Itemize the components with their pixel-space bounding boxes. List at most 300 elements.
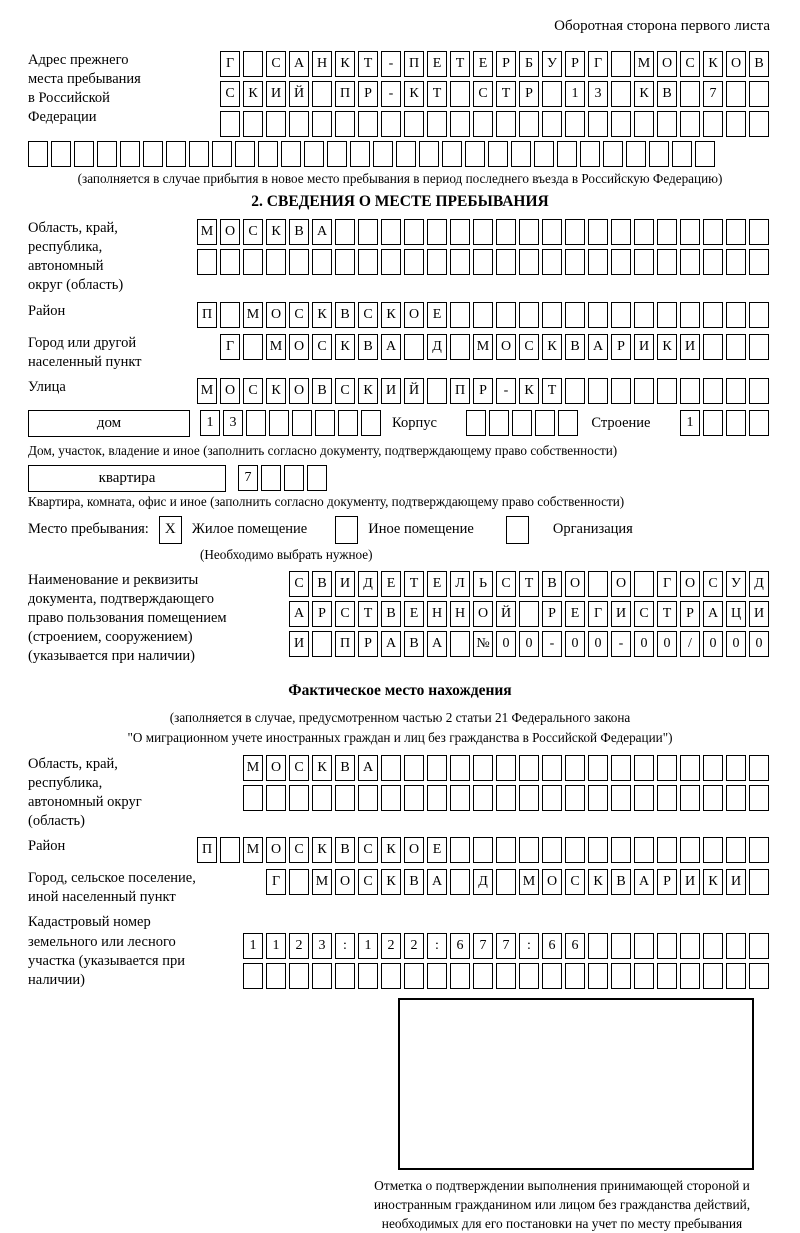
char-box: Н [450,601,470,627]
region-label: Область, край, республика, автономный округ (область) [28,220,124,294]
prev-address-rows [220,51,772,137]
char-box [680,963,700,989]
char-box: В [312,571,332,597]
char-box: 0 [496,631,516,657]
document-row-1 [289,571,772,597]
char-box [220,111,240,137]
actual-location-note-2: "О миграционном учете иностранных граждан и лиц без гражданства в Российской Федерации") [127,729,673,745]
char-box [565,219,585,245]
char-box: Е [427,571,447,597]
char-box [611,302,631,328]
char-box: К [312,755,332,781]
char-box [496,869,516,895]
char-box [565,302,585,328]
char-box: Д [473,869,493,895]
char-box: 6 [450,933,470,959]
stamp-box [398,998,754,1170]
region-block [28,219,772,296]
char-box [335,785,355,811]
char-box: В [542,571,562,597]
char-box [289,963,309,989]
char-box: 6 [542,933,562,959]
char-box [726,249,746,275]
char-box: А [381,631,401,657]
char-box [381,111,401,137]
char-box [220,302,240,328]
korpus-row [466,410,581,436]
checkbox-organizatsiya [506,516,529,544]
char-box: Е [427,837,447,863]
char-box: 1 [243,933,263,959]
checkbox-inoe-pomeshchenie [335,516,358,544]
char-box [611,755,631,781]
char-box: И [611,601,631,627]
char-box [496,302,516,328]
char-box [307,465,327,491]
document-row-2 [289,601,772,627]
char-box [695,141,715,167]
char-box: И [335,571,355,597]
char-box [611,837,631,863]
char-box [473,111,493,137]
char-box: Д [749,571,769,597]
char-box: 1 [680,410,700,436]
char-box [703,785,723,811]
char-box [450,631,470,657]
fact-region-label: Область, край, республика, автономный округ (область) [28,755,142,830]
city-row [220,334,772,360]
option-label-organizatsiya: Организация [552,521,633,538]
char-box [749,837,769,863]
char-box: - [381,81,401,107]
char-box [542,963,562,989]
char-box [243,249,263,275]
char-box [496,837,516,863]
char-box [611,785,631,811]
char-box [404,334,424,360]
char-box [450,219,470,245]
char-box [442,141,462,167]
char-box [703,378,723,404]
char-box: П [197,302,217,328]
char-box [703,837,723,863]
document-block [28,571,772,667]
char-box: 3 [223,410,243,436]
char-box: К [404,81,424,107]
char-box: 7 [238,465,258,491]
house-type-box: дом [28,410,190,437]
char-box: Й [496,601,516,627]
char-box [381,785,401,811]
char-box [381,755,401,781]
char-box: Р [680,601,700,627]
char-box [335,963,355,989]
char-box [749,869,769,895]
char-box: А [427,631,447,657]
char-box [466,410,486,436]
char-box: И [749,601,769,627]
char-box: 0 [726,631,746,657]
char-box [496,785,516,811]
char-box: О [657,51,677,77]
char-box [489,410,509,436]
district-label: Район [28,302,66,319]
fact-city-label: Город, сельское поселение, иной населенный пункт [28,870,196,906]
char-box [143,141,163,167]
char-box: К [266,378,286,404]
char-box: 0 [634,631,654,657]
fact-region-row-1 [243,755,772,781]
char-box [381,963,401,989]
char-box [243,785,263,811]
char-box: П [335,81,355,107]
char-box [266,963,286,989]
char-box: 3 [588,81,608,107]
char-box [496,111,516,137]
char-box: 6 [565,933,585,959]
stay-type-block [28,516,772,544]
char-box [749,81,769,107]
city-label: Город или другой населенный пункт [28,334,142,370]
char-box [519,302,539,328]
char-box [611,963,631,989]
char-box [338,410,358,436]
char-box [542,755,562,781]
char-box [212,141,232,167]
char-box [519,111,539,137]
char-box: Р [657,869,677,895]
document-row-3 [289,631,772,657]
char-box [358,219,378,245]
char-box [289,249,309,275]
char-box [28,141,48,167]
char-box [565,378,585,404]
char-box [450,963,470,989]
char-box: О [335,869,355,895]
street-row [197,378,772,404]
char-box: Н [427,601,447,627]
street-label: Улица [28,378,66,395]
char-box [726,81,746,107]
char-box [266,249,286,275]
char-box: 0 [565,631,585,657]
char-box [588,837,608,863]
char-box [657,755,677,781]
char-box [680,81,700,107]
char-box: К [634,81,654,107]
char-box: Б [519,51,539,77]
char-box [289,111,309,137]
char-box: С [519,334,539,360]
char-box [243,111,263,137]
char-box [749,302,769,328]
fact-city-block [28,869,772,907]
char-box [74,141,94,167]
char-box [519,219,539,245]
char-box [542,249,562,275]
char-box: В [335,755,355,781]
char-box: С [289,571,309,597]
char-box [289,869,309,895]
char-box: В [289,219,309,245]
char-box [565,249,585,275]
char-box [450,869,470,895]
char-box: Р [312,601,332,627]
char-box: Т [450,51,470,77]
char-box: В [335,837,355,863]
char-box [657,249,677,275]
char-box [404,219,424,245]
char-box [565,755,585,781]
char-box [565,837,585,863]
char-box [289,785,309,811]
char-box [588,111,608,137]
char-box: М [243,302,263,328]
char-box: И [289,631,309,657]
char-box [361,410,381,436]
char-box: О [473,601,493,627]
char-box: С [358,869,378,895]
char-box [427,963,447,989]
char-box [120,141,140,167]
char-box [450,111,470,137]
checkbox-zhiloe-pomeshchenie: X [159,516,182,544]
char-box: М [519,869,539,895]
apartment-type-box: квартира [28,465,226,492]
char-box [565,785,585,811]
char-box [312,249,332,275]
char-box: В [749,51,769,77]
char-box: К [335,334,355,360]
char-box: Е [473,51,493,77]
char-box: М [197,219,217,245]
char-box [166,141,186,167]
char-box [588,933,608,959]
char-box [703,111,723,137]
char-box: О [680,571,700,597]
stroenie-row [680,410,772,436]
char-box: В [312,378,332,404]
char-box: С [266,51,286,77]
char-box: И [634,334,654,360]
char-box [703,755,723,781]
char-box [749,963,769,989]
char-box: К [381,869,401,895]
char-box [726,334,746,360]
char-box [97,141,117,167]
char-box [465,141,485,167]
char-box: Р [358,81,378,107]
char-box: И [381,378,401,404]
char-box [672,141,692,167]
char-box [519,963,539,989]
char-box [611,81,631,107]
char-box: 1 [565,81,585,107]
char-box: Е [427,302,447,328]
char-box [542,837,562,863]
char-box [680,249,700,275]
char-box [703,302,723,328]
cadastral-block [28,913,772,990]
char-box [542,302,562,328]
char-box: П [335,631,355,657]
char-box: И [680,869,700,895]
char-box [634,378,654,404]
char-box [611,249,631,275]
prev-address-row-4 [28,141,772,167]
district-row [197,302,772,328]
char-box [381,219,401,245]
char-box: : [519,933,539,959]
char-box: И [726,869,746,895]
char-box [703,933,723,959]
fact-district-block [28,837,772,863]
char-box: Ь [473,571,493,597]
fact-district-row [197,837,772,863]
char-box: С [565,869,585,895]
char-box [243,963,263,989]
char-box [680,378,700,404]
char-box [657,837,677,863]
char-box [404,755,424,781]
char-box: М [243,755,263,781]
char-box: А [703,601,723,627]
char-box [726,219,746,245]
char-box [749,111,769,137]
char-box [373,141,393,167]
apartment-number-row [238,465,330,491]
char-box [496,219,516,245]
char-box: Г [588,601,608,627]
prev-address-row-3 [220,111,772,137]
char-box [427,219,447,245]
char-box [246,410,266,436]
char-box: П [197,837,217,863]
char-box: О [404,302,424,328]
char-box [657,785,677,811]
char-box [634,111,654,137]
actual-location-title: Фактическое место нахождения [288,682,512,700]
char-box [726,378,746,404]
option-label-zhiloe: Жилое помещение [191,521,308,538]
prev-address-row-1 [220,51,772,77]
char-box [726,755,746,781]
char-box [358,249,378,275]
char-box [611,378,631,404]
char-box: О [404,837,424,863]
section2-title: 2. СВЕДЕНИЯ О МЕСТЕ ПРЕБЫВАНИЯ [251,193,549,210]
char-box [519,755,539,781]
char-box: Е [381,571,401,597]
char-box: С [335,601,355,627]
char-box: Р [542,601,562,627]
char-box: 1 [200,410,220,436]
char-box [649,141,669,167]
char-box: О [496,334,516,360]
char-box: С [243,378,263,404]
fact-region-row-2 [243,785,772,811]
char-box: О [289,334,309,360]
char-box: А [427,869,447,895]
char-box: 3 [312,933,332,959]
char-box [312,81,332,107]
char-box [657,933,677,959]
char-box [580,141,600,167]
apartment-block [28,465,772,492]
char-box: 2 [381,933,401,959]
char-box [703,249,723,275]
char-box: Т [358,601,378,627]
char-box [450,81,470,107]
char-box: Т [657,601,677,627]
char-box: - [611,631,631,657]
char-box: К [657,334,677,360]
char-box [488,141,508,167]
char-box: С [358,837,378,863]
street-block [28,378,772,404]
char-box [634,785,654,811]
char-box: П [450,378,470,404]
char-box: Т [542,378,562,404]
char-box: О [542,869,562,895]
char-box [51,141,71,167]
char-box [427,785,447,811]
char-box [703,334,723,360]
char-box: У [726,571,746,597]
char-box: О [266,755,286,781]
char-box [358,963,378,989]
char-box: В [358,334,378,360]
char-box: Р [473,378,493,404]
char-box [588,378,608,404]
char-box [634,249,654,275]
char-box: 1 [358,933,378,959]
char-box: С [289,837,309,863]
char-box [680,755,700,781]
char-box: С [335,378,355,404]
char-box: Т [358,51,378,77]
char-box: Т [404,571,424,597]
char-box: С [473,81,493,107]
char-box [258,141,278,167]
char-box [749,410,769,436]
char-box: Е [404,601,424,627]
char-box: О [565,571,585,597]
char-box [726,837,746,863]
prev-address-note: (заполняется в случае прибытия в новое место пребывания в период последнего въезда в Российскую Федерацию) [77,171,723,186]
char-box: Е [565,601,585,627]
char-box: А [312,219,332,245]
stroenie-label: Строение [591,414,651,431]
char-box: К [542,334,562,360]
stamp-caption: Отметка о подтверждении выполнения принимающей стороной и иностранным гражданином или лицом без гражданства действий, необходимых для его постановки на учет по месту пребывания [373,1177,751,1231]
char-box: Л [450,571,470,597]
char-box [284,465,304,491]
char-box [680,302,700,328]
char-box [749,378,769,404]
char-box [519,785,539,811]
char-box: П [404,51,424,77]
char-box: - [496,378,516,404]
char-box: Г [220,51,240,77]
char-box: М [243,837,263,863]
char-box [450,755,470,781]
char-box: К [266,219,286,245]
district-block [28,302,772,328]
char-box [404,111,424,137]
char-box: О [220,219,240,245]
char-box [404,963,424,989]
